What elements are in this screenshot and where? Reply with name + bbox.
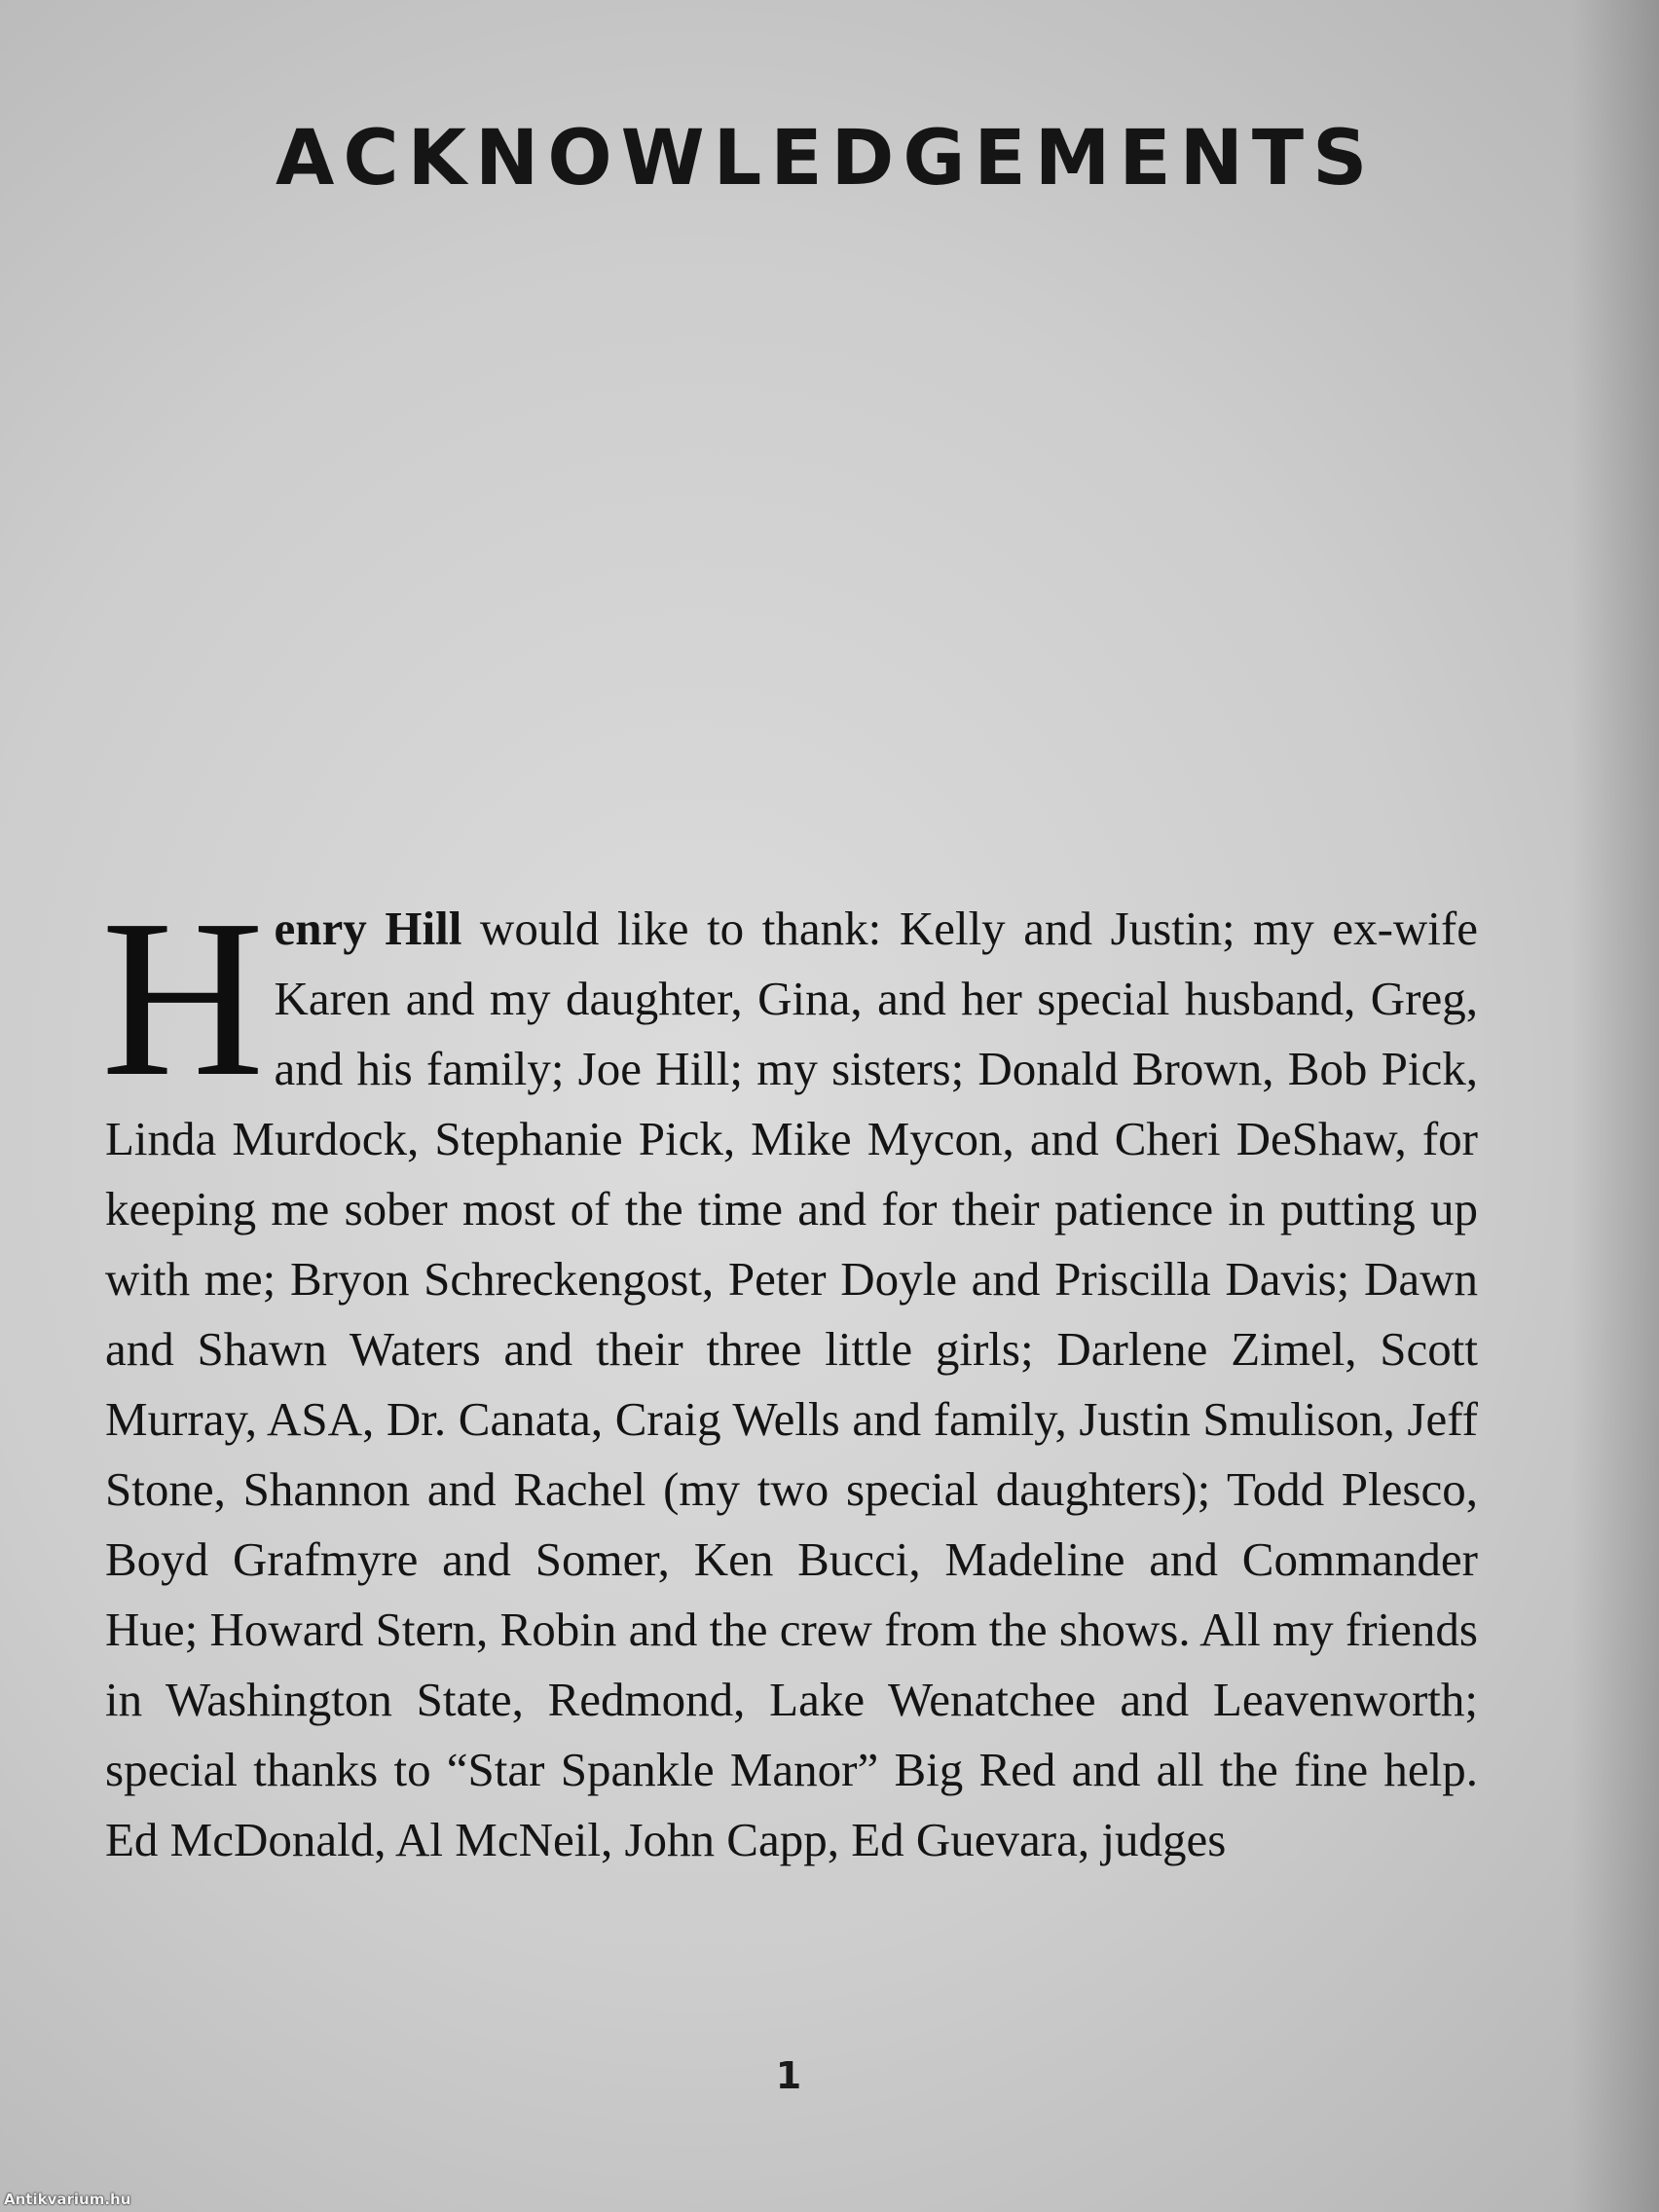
page-shadow [1571,0,1659,2212]
watermark: Antikvarium.hu [4,2191,131,2208]
page-title: ACKNOWLEDGEMENTS [276,115,1377,203]
acknowledgements-paragraph [101,873,1478,1875]
page-number: 1 [775,2054,802,2097]
paragraph-text: would like to thank: Kelly and Justin; my ex-wife Karen and my daughter, Gina, and her special husband, Greg, and his family; Joe Hill; my sisters; Donald Brown, Bob Pick, Linda Murdock, Stephanie Pick, Mike Mycon, and Cheri DeShaw, for keeping me sober most of the time and for their patience in putting up with me; Bryon Schreckengost, Peter Doyle and Priscilla Davis; Dawn and Shawn Waters and their three little girls; Darlene Zimel, Scott Murray, ASA, Dr. Canata, Craig Wells and family, Justin Smulison, Jeff Stone, Shannon and Rachel (my two special daughters); Todd Plesco, Boyd Grafmyre and Somer, Ken Bucci, Madeline and Commander Hue; Howard Stern, Robin and the crew from the shows. All my friends in Washington State, Redmond, Lake Wenatchee and Leavenworth; special thanks to “Star Spankle Manor” Big Red and all the fine help. Ed McDonald, Al McNeil, John Capp, Ed Guevara, judges [105,902,1478,1866]
drop-cap: H [101,873,265,1124]
lead-name: enry Hill [274,902,462,955]
